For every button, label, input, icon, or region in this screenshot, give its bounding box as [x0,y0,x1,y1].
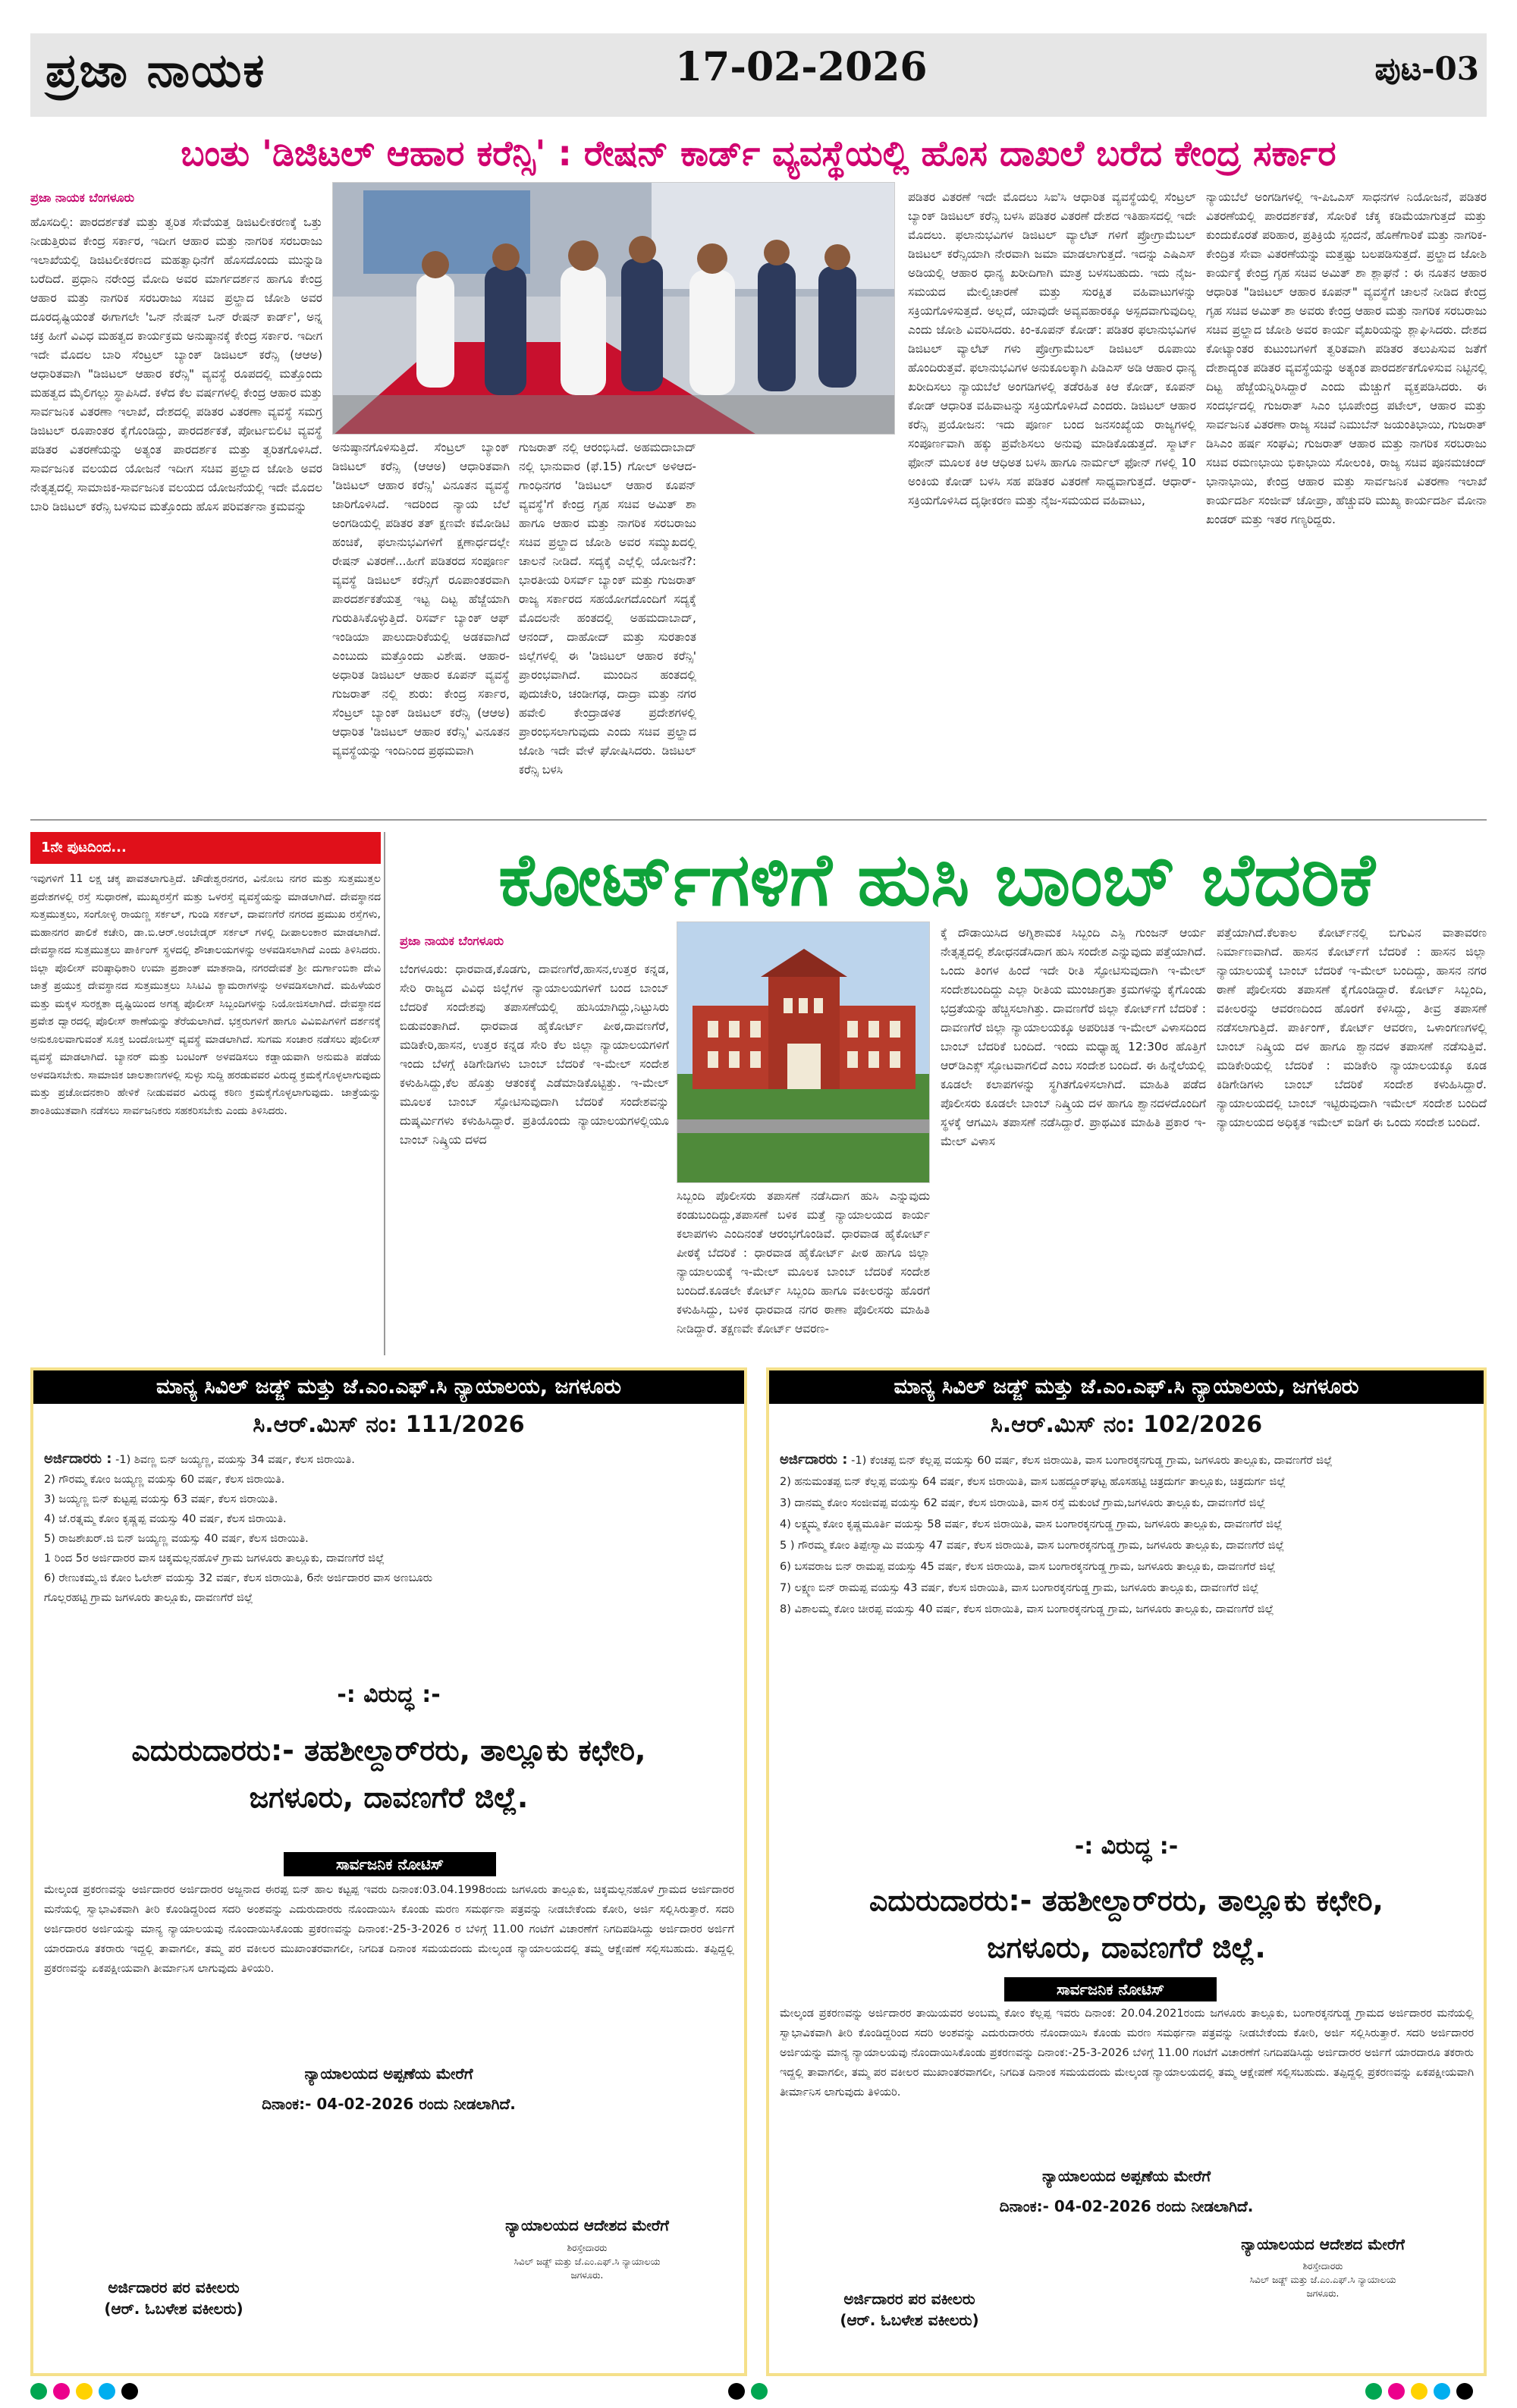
notice2-petitioner: 2) ಹನುಮಂತಪ್ಪ ಬಿನ್ ಕೆಲ್ಲಪ್ಪ ವಯಸ್ಸು 64 ವರ್ಷ, ಕೆಲಸ ಜಿರಾಯಿತಿ, ವಾಸ ಬಹದ್ದೂರ್‌ಘಟ್ಟ ಹೊಸಹಟ್ಟಿ ಚಿತ್ರದುರ್ಗ ತಾಲ್ಲೂಕು, ಚಿತ್ರದುರ್ಗ ಜಿಲ್ಲೆ [780,1476,1286,1488]
story2-col4-text: ಪತ್ತೆಯಾಗಿದೆ.ಕೆಲಕಾಲ ಕೋರ್ಟ್‌ನಲ್ಲಿ ಬಿಗುವಿನ ವಾತಾವರಣ ನಿರ್ಮಾಣವಾಗಿದೆ. ಹಾಸನ ಕೋರ್ಟ್‌ಗೆ ಬೆದರಿಕೆ : ಹಾಸನ ಜಿಲ್ಲಾ ನ್ಯಾಯಾಲಯಕ್ಕೆ ಬಾಂಬ್ ಬೆದರಿಕೆ ಇ-ಮೇಲ್ ಬಂದಿದ್ದು, ಹಾಸನ ನಗರ ಠಾಣೆ ಪೊಲೀಸರು ತಪಾಸಣೆ ಕೈಗೊಂಡಿದ್ದಾರೆ. ಕೋರ್ಟ್ ಸಿಬ್ಬಂದಿ, ವಕೀಲರನ್ನು ಆವರಣದಿಂದ ಹೊರಗೆ ಕಳಿಸಿದ್ದು, ತೀವ್ರ ತಪಾಸಣೆ ನಡೆಸಲಾಗುತ್ತಿದೆ. ಪಾರ್ಕಿಂಗ್, ಕೋರ್ಟ್ ಆವರಣ, ಒಳಾಂಗಣಗಳಲ್ಲಿ ಬಾಂಬ್ ನಿಷ್ಕ್ರಿಯ ದಳ ಹಾಗೂ ಶ್ವಾನದಳ ತಪಾಸಣೆ ನಡೆಸುತ್ತಿವೆ. ಮಡಿಕೇರಿಯಲ್ಲಿ ಬೆದರಿಕೆ : ಮಡಿಕೇರಿ ನ್ಯಾಯಾಲಯಕ್ಕೂ ಕೂಡ ಕಿಡಿಗೇಡಿಗಳು ಬಾಂಬ್ ಬೆದರಿಕೆ ಸಂದೇಶ ಕಳುಹಿಸಿದ್ದಾರೆ. ನ್ಯಾಯಾಲಯದಲ್ಲಿ ಬಾಂಬ್ ಇಟ್ಟಿರುವುದಾಗಿ ಇಮೇಲ್ ಸಂದೇಶ ಬಂದಿದೆ ನ್ಯಾಯಾಲಯದ ಅಧಿಕೃತ ಇಮೇಲ್ ಐಡಿಗೆ ಈ ಒಂದು ಸಂದೇಶ ಬಂದಿದೆ. [1217,926,1487,1129]
notice1-respondents: ಎದುರುದಾರರು:- ತಹಶೀಲ್ದಾರ್‌ರರು, ತಾಲ್ಲೂಕು ಕಛೇರಿ, ಜಗಳೂರು, ದಾವಣಗೆರೆ ಜಿಲ್ಲೆ. [131,1734,646,1814]
story1-col1-text: ಹೊಸದಿಲ್ಲಿ: ಪಾರದರ್ಶಕತೆ ಮತ್ತು ತ್ವರಿತ ಸೇವೆಯತ್ತ ಡಿಜಿಟಲೀಕರಣಕ್ಕೆ ಒತ್ತು ನೀಡುತ್ತಿರುವ ಕೇಂದ್ರ ಸರ್ಕಾರ, ಇದೀಗ ಆಹಾರ ಮತ್ತು ನಾಗರಿಕ ಸರಬರಾಜು ಇಲಾಖೆಯಲ್ಲಿ ಡಿಜಿಟಲೀಕರಣದ ಮಹತ್ವಾಧಿನೆಗೆ ಹೊಸದೊಂದು ಮುನ್ನುಡಿ ಬರೆದಿದೆ. ಪ್ರಧಾನಿ ನರೇಂದ್ರ ಮೋದಿ ಅವರ ಮಾರ್ಗದರ್ಶನ ಹಾಗೂ ಕೇಂದ್ರ ಆಹಾರ ಮತ್ತು ನಾಗರಿಕ ಸರಬರಾಜು ಸಚಿವ ಪ್ರಲ್ಹಾದ ಜೋಶಿ ಅವರ ದೂರದೃಷ್ಟಿಯಂತೆ ಈಗಾಗಲೇ 'ಒನ್ ನೇಷನ್ ಒನ್ ರೇಷನ್ ಕಾರ್ಡ್', ಅನ್ನ ಚಕ್ರ ಹೀಗೆ ವಿವಿಧ ಮಹತ್ವದ ಕಾರ್ಯಕ್ರಮ ಅನುಷ್ಠಾನಕ್ಕೆ ಕೇಂದ್ರ ಸರ್ಕಾರ. ಇದೀಗ ಇದೇ ಮೊದಲ ಬಾರಿ ಸೆಂಟ್ರಲ್ ಬ್ಯಾಂಕ್ ಡಿಜಿಟಲ್ ಕರೆನ್ಸಿ (ಆಆಅ) ಆಧಾರಿತವಾಗಿ "ಡಿಜಿಟಲ್ ಆಹಾರ ಕರೆನ್ಸಿ" ವ್ಯವಸ್ಥೆ ರೂಪದಲ್ಲಿ ಮತ್ತೊಂದು ಮಹತ್ವದ ಮೈಲಿಗಲ್ಲು ಸ್ಥಾಪಿಸಿದೆ. ಕಳೆದ ಕೆಲ ವರ್ಷಗಳಲ್ಲಿ ಕೇಂದ್ರ ಆಹಾರ ಮತ್ತು ಸಾರ್ವಜನಿಕ ವಿತರಣಾ ಇಲಾಖೆ, ದೇಶದಲ್ಲಿ ಪಡಿತರ ವಿತರಣಾ ವ್ಯವಸ್ಥೆ ಸಮಗ್ರ ಡಿಜಿಟಲ್ ರೂಪಾಂತರ ಕೈಗೊಂಡಿದ್ದು, ಪಾರದರ್ಶಕತೆ, ಪೋರ್ಟಬಿಲಿಟಿ ವ್ಯವಸ್ಥೆ ಪಡಿತರ ವಿತರಣೆಯನ್ನು ಅತ್ಯಂತ ಪಾರದರ್ಶಕ ಮತ್ತು ತ್ವರಿತಗೊಳಿಸಿದೆ. ಸಾರ್ವಜನಿಕ ವಲಯದ ಯೋಜನೆ ಇದೀಗ ಸಚಿವ ಪ್ರಲ್ಹಾದ ಜೋಶಿ ಅವರ ನೇತೃತ್ವದಲ್ಲಿ ಸಾಮಾಜಿಕ-ಸಾರ್ವಜನಿಕ ವಲಯದ ಯೋಜನೆಯಲ್ಲಿ ಇದೇ ಮೊದಲ ಬಾರಿ ಡಿಜಿಟಲ್ ಕರೆನ್ಸಿ ಬಳಸುವ ಮತ್ತೊಂದು ಹೊಸ ಪರಿವರ್ತನಾ ಕ್ರಮವನ್ನು [30,215,322,513]
notice1-clerk: ಶಿರಸ್ತೇದಾರರು [567,2243,608,2253]
masthead [30,33,1487,117]
notice2-issue-date: ದಿನಾಂಕ:- 04-02-2026 ರಂದು ನೀಡಲಾಗಿದೆ. [999,2197,1254,2215]
notice1-court-title: ಮಾನ್ಯ ಸಿವಿಲ್ ಜಡ್ಜ್ ಮತ್ತು ಜೆ.ಎಂ.ಎಫ್.ಸಿ ನ್ಯಾಯಾಲಯ, ಜಗಳೂರು [33,1370,744,1404]
column-divider [384,832,385,1355]
story2-column-1 [400,960,669,1356]
story1-column-5 [1206,188,1487,815]
registration-dot [53,2383,70,2400]
notice2-advocate-block [784,2288,1035,2331]
continued-text [30,871,381,1356]
notice2-petitioner: 3) ದಾನಮ್ಮ ಕೋಂ ಸಂಜೀವಪ್ಪ ವಯಸ್ಸು 62 ವರ್ಷ, ಕೆಲಸ ಜಿರಾಯಿತಿ, ವಾಸ ರಸ್ತೆ ಮಕುಂಟೆ ಗ್ರಾಮ,ಜಗಳೂರು ತಾಲ್ಲೂಕು, ದಾವಣಗೆರೆ ಜಿಲ್ಲೆ [780,1497,1266,1509]
notice1-advocate-block [49,2277,299,2319]
registration-dot [1365,2383,1382,2400]
notice2-petitioners-label: ಅರ್ಜಿದಾರರು : [780,1452,848,1468]
notice2-court-title: ಮಾನ್ಯ ಸಿವಿಲ್ ಜಡ್ಜ್ ಮತ್ತು ಜೆ.ಎಂ.ಎಫ್.ಸಿ ನ್ಯಾಯಾಲಯ, ಜಗಳೂರು [769,1370,1484,1404]
newspaper-title: ಪ್ರಜಾ ನಾಯಕ [46,42,266,98]
registration-dot [30,2383,47,2400]
notice2-petitioner: -1) ಕೆಂಚಪ್ಪ ಬಿನ್ ಕೆಲ್ಲಪ್ಪ ವಯಸ್ಸು 60 ವರ್ಷ, ಕೆಲಸ ಜಿರಾಯಿತಿ, ವಾಸ ಬಂಗಾರಕ್ಕನಗುಡ್ಡ ಗ್ರಾಮ, ಜಗಳೂರು ತಾಲ್ಲೂಕು, ದಾವಣಗೆರೆ ಜಿಲ್ಲೆ [851,1455,1333,1467]
ministers-walking-image [333,183,895,435]
notice2-body: ಮೇಲ್ಕಂಡ ಪ್ರಕರಣವನ್ನು ಅರ್ಜಿದಾರರ ತಾಯಿಯವರ ಅಂಬಮ್ಮ ಕೋಂ ಕೆಲ್ಲಪ್ಪ ಇವರು ದಿನಾಂಕ: 20.04.2021ರಂದು ಜಗಳೂರು ತಾಲ್ಲೂಕು, ಬಂಗಾರಕ್ಕನಗುಡ್ಡ ಗ್ರಾಮದ ಅರ್ಜಿದಾರರ ಮನೆಯಲ್ಲಿ ಸ್ವಾಭಾವಿಕವಾಗಿ ತೀರಿ ಕೊಂಡಿದ್ದರಿಂದ ಸದರಿ ಅಂಶವನ್ನು ಎದುರುದಾರರು ನೊಂದಾಯಿಸಿ ಕೊಂಡು ಮರಣ ಸಮರ್ಥನಾ ಪತ್ರವನ್ನು ನೀಡಬೇಕೆಂದು ಕೋರಿ, ಅರ್ಜಿ ಸಲ್ಲಿಸಿರುತ್ತಾರೆ. ಸದರಿ ಅರ್ಜಿದಾರರ ಅರ್ಜಿಯನ್ನು ಮಾನ್ಯ ನ್ಯಾಯಾಲಯವು ನೊಂದಾಯಿಸಿಕೊಂಡು ಪ್ರಕರಣವನ್ನು ದಿನಾಂಕ:-25-3-2026 ಬೆಳಿಗ್ಗೆ 11.00 ಗಂಟೆಗೆ ವಿಚಾರಣೆಗೆ ನಿಗದಿಪಡಿಸಿದ್ದು ಅರ್ಜಿದಾರರ ಅರ್ಜಿಗೆ ಯಾರದಾರೂ ತಕರಾರು ಇದ್ದಲ್ಲಿ ತಾವಾಗಲೀ, ತಮ್ಮ ಪರ ವಕೀಲರ ಮುಖಾಂತರವಾಗಲೀ, ನಿಗದಿತ ದಿನಾಂಕ ಸಮಯದಂದು ಮೇಲ್ಕಂಡ ನ್ಯಾಯಾಲಯದಲ್ಲಿ ತಮ್ಮ ಆಕ್ಷೇಪಣೆ ಸಲ್ಲಿಸಬಹುದು. ತಪ್ಪಿದ್ದಲ್ಲಿ ಪ್ರಕರಣವನ್ನು ಏಕಪಕ್ಷೀಯವಾಗಿ ತೀರ್ಮಾನಿಸ ಲಾಗುವುದು ತಿಳಿಯರಿ. [780,2008,1474,2099]
registration-dot [751,2383,768,2400]
story1-byline: ಪ್ರಜಾ ನಾಯಕ ಬೆಂಗಳೂರು [30,190,135,205]
story2-headline: ಕೋರ್ಟ್‌ಗಳಿಗೆ ಹುಸಿ ಬಾಂಬ್ ಬೆದರಿಕೆ [498,837,1375,922]
notice1-public-notice-label: ಸಾರ್ವಜನಿಕ ನೋಟಿಸ್ [284,1852,496,1876]
story2-col2-text: ಸಿಬ್ಬಂದಿ ಪೊಲೀಸರು ತಪಾಸಣೆ ನಡೆಸಿದಾಗ ಹುಸಿ ಎನ್ನುವುದು ಕಂಡುಬಂದಿದ್ದು,ತಪಾಸಣೆ ಬಳಿಕ ಮತ್ತೆ ನ್ಯಾಯಾಲಯದ ಕಾರ್ಯ ಕಲಾಪಗಳು ಎಂದಿನಂತೆ ಆರಂಭಗೊಂಡಿವೆ. ಧಾರವಾಡ ಹೈಕೋರ್ಟ್ ಪೀಠಕ್ಕೆ ಬೆದರಿಕೆ : ಧಾರವಾಡ ಹೈಕೋರ್ಟ್ ಪೀಠ ಹಾಗೂ ಜಿಲ್ಲಾ ನ್ಯಾಯಾಲಯಕ್ಕೆ ಇ-ಮೇಲ್ ಮೂಲಕ ಬಾಂಬ್ ಬೆದರಿಕೆ ಸಂದೇಶ ಬಂದಿದೆ.ಕೂಡಲೇ ಕೋರ್ಟ್ ಸಿಬ್ಬಂದಿ ಹಾಗೂ ವಕೀಲರನ್ನು ಹೊರಗೆ ಕಳುಹಿಸಿದ್ದು, ಬಳಿಕ ಧಾರವಾಡ ನಗರ ಠಾಣಾ ಪೊಲೀಸರು ಮಾಹಿತಿ ನೀಡಿದ್ದಾರೆ. ತಕ್ಷಣವೇ ಕೋರ್ಟ್ ಆವರಣ- [677,1189,930,1336]
court-building-image [677,922,930,1183]
notice2-court-place: ಜಗಳೂರು. [1306,2288,1340,2299]
notice2-advocate-name: (ಆರ್. ಓಬಳೇಶ ವಕೀಲರು) [840,2311,979,2329]
notice1-order: ನ್ಯಾಯಾಲಯದ ಅಪ್ಪಣೆಯ ಮೇರೆಗೆ [304,2064,473,2083]
registration-dot [99,2383,115,2400]
registration-dot [76,2383,93,2400]
notice2-petitioner: 5 ) ಗೌರಮ್ಮ ಕೋಂ ತಿಪ್ಪೇಸ್ವಾಮಿ ವಯಸ್ಸು 47 ವರ್ಷ, ಕೆಲಸ ಜಿರಾಯಿತಿ, ವಾಸ ಬಂಗಾರಕ್ಕನಗುಡ್ಡ ಗ್ರಾಮ, ಜಗಳೂರು ತಾಲ್ಲೂಕು, ದಾವಣಗೆರೆ ಜಿಲ್ಲೆ [780,1540,1285,1552]
notice2-order: ನ್ಯಾಯಾಲಯದ ಅಪ್ಪಣೆಯ ಮೇರೆಗೆ [1041,2167,1211,2185]
notice1-court-place: ಜಗಳೂರು. [570,2270,604,2281]
registration-dot [1434,2383,1450,2400]
notice1-advocate-label: ಅರ್ಜಿದಾರರ ಪರ ವಕೀಲರು [108,2278,240,2297]
notice1-clerk-block [443,2241,731,2282]
story2-column-3 [941,924,1206,1356]
story1-col2-text: ಅನುಷ್ಠಾನಗೊಳಿಸುತ್ತಿದೆ. ಸೆಂಟ್ರಲ್ ಬ್ಯಾಂಕ್ ಡಿಜಿಟಲ್ ಕರೆನ್ಸಿ (ಆಆಅ) ಆಧಾರಿತವಾಗಿ 'ಡಿಜಿಟಲ್ ಆಹಾರ ಕರೆನ್ಸಿ' ವಿನೂತನ ವ್ಯವಸ್ಥೆ ಜಾರಿಗೊಳಿಸಿದೆ. ಇದರಿಂದ ನ್ಯಾಯ ಬೆಲೆ ಅಂಗಡಿಯಲ್ಲಿ ಪಡಿತರ ತತ್ ಕ್ಷಣವೇ ಕಮೋಡಿಟಿ ಹಂಚಿಕೆ, ಫಲಾನುಭವಿಗಳಿಗೆ ಕ್ಷಣಾರ್ಧದಲ್ಲೇ ರೇಷನ್ ವಿತರಣೆ...ಹೀಗೆ ಪಡಿತರದ ಸಂಪೂರ್ಣ ವ್ಯವಸ್ಥೆ ಡಿಜಿಟಲ್ ಕರೆನ್ಸಿಗೆ ರೂಪಾಂತರವಾಗಿ ಪಾರದರ್ಶಕತೆಯತ್ತ ಇಟ್ಟ ದಿಟ್ಟ ಹೆಜ್ಜೆಯಾಗಿ ಗುರುತಿಸಿಕೊಳ್ಳುತ್ತಿದೆ. ರಿಸರ್ವ್ ಬ್ಯಾಂಕ್ ಆಫ್ ಇಂಡಿಯಾ ಪಾಲುದಾರಿಕೆಯಲ್ಲಿ ಅಡಕವಾಗಿದೆ ಎಂಬುದು ಮತ್ತೊಂದು ವಿಶೇಷ. ಆಹಾರ-ಅಧಾರಿತ ಡಿಜಿಟಲ್ ಆಹಾರ ಕೂಪನ್ ವ್ಯವಸ್ಥೆ ಗುಜರಾತ್ ನಲ್ಲಿ ಶುರು: ಕೇಂದ್ರ ಸರ್ಕಾರ, ಸೆಂಟ್ರಲ್ ಬ್ಯಾಂಕ್ ಡಿಜಿಟಲ್ ಕರೆನ್ಸಿ (ಆಆಅ) ಆಧಾರಿತ 'ಡಿಜಿಟಲ್ ಆಹಾರ ಕರೆನ್ಸಿ' ವಿನೂತನ ವ್ಯವಸ್ಥೆಯನ್ನು ಇಂದಿನಿಂದ ಪ್ರಥಮವಾಗಿ [332,441,510,758]
notice1-petitioner: 6) ರೇಣುಕಮ್ಮ.ಜಿ ಕೋಂ ಓಲೇಶ್ ವಯಸ್ಸು 32 ವರ್ಷ, ಕೆಲಸ ಜಿರಾಯಿತಿ, 6ನೇ ಅರ್ಜಿದಾರರ ವಾಸ ಅಣಬೂರು [44,1572,433,1584]
notice2-clerk-block [1179,2259,1467,2300]
notice2-petitioner: 4) ಲಕ್ಷ್ಮಮ್ಮ ಕೋಂ ಕೃಷ್ಣಮೂರ್ತಿ ವಯಸ್ಸು 58 ವರ್ಷ, ಕೆಲಸ ಜಿರಾಯಿತಿ, ವಾಸ ಬಂಗಾರಕ್ಕನಗುಡ್ಡ ಗ್ರಾಮ, ಜಗಳೂರು ತಾಲ್ಲೂಕು, ದಾವಣಗೆರೆ ಜಿಲ್ಲೆ [780,1518,1283,1531]
notice1-petitioner: 3) ಜಯ್ಯಣ್ಣ ಬಿನ್ ಕುಟ್ಟಪ್ಪ ವಯಸ್ಸು 63 ವರ್ಷ, ಕೆಲಸ ಜಿರಾಯಿತಿ. [44,1493,278,1505]
story1-col5-text: ನ್ಯಾಯಬೆಲೆ ಅಂಗಡಿಗಳಲ್ಲಿ ಇ-ಪಿಒಎಸ್ ಸಾಧನಗಳ ನಿಯೋಜನೆ, ಪಡಿತರ ವಿತರಣೆಯಲ್ಲಿ ಪಾರದರ್ಶಕತೆ, ಸೋರಿಕೆ ಚೆಕ್ಕ ಕಡಿಮೆಯಾಗುತ್ತದೆ ಮತ್ತು ಕುಂದುಕೊರತೆ ಪರಿಹಾರ, ಪ್ರತಿಕ್ರಿಯೆ ಸ್ಪಂದನೆ, ಹೊಣೆಗಾರಿಕೆ ಮತ್ತು ನಾಗರಿಕ-ಕೇಂದ್ರಿತ ಸೇವಾ ವಿತರಣೆಯನ್ನು ಮತ್ತಷ್ಟು ಬಲಪಡಿಸುತ್ತದೆ. ಪ್ರಲ್ಹಾದ ಜೋಶಿ ಕಾರ್ಯಕ್ಕೆ ಕೇಂದ್ರ ಗೃಹ ಸಚಿವ ಅಮಿತ್ ಶಾ ಶ್ಲಾಘನೆ : ಈ ನೂತನ ಆಹಾರ ಆಧಾರಿತ "ಡಿಜಿಟಲ್ ಆಹಾರ ಕೂಪನ್" ವ್ಯವಸ್ಥೆಗೆ ಚಾಲನೆ ನೀಡಿದ ಕೇಂದ್ರ ಗೃಹ ಸಚಿವ ಅಮಿತ್ ಶಾ ಅವರು ಕೇಂದ್ರ ಆಹಾರ ಮತ್ತು ನಾಗರಿಕ ಸರಬರಾಜು ಸಚಿವ ಪ್ರಲ್ಹಾದ ಜೋಶಿ ಅವರ ಕಾರ್ಯ ವೈಖರಿಯನ್ನು ಶ್ಲಾಘಿಸಿದರು. ದೇಶದ ಕೋಟ್ಯಾಂತರ ಕುಟುಂಬಗಳಿಗೆ ತ್ವರಿತವಾಗಿ ಪಡಿತರ ತಲುಪಿಸುವ ಜತೆಗೆ ದೇಶಾದ್ಯಂತ ಪಡಿತರ ವ್ಯವಸ್ಥೆಯನ್ನು ಅತ್ಯಂತ ಪಾರದರ್ಶಕಗೊಳಿಸುವ ನಿಟ್ಟಿನಲ್ಲಿ ದಿಟ್ಟ ಹೆಜ್ಜೆಯನ್ನಿರಿಸಿದ್ದಾರೆ ಎಂದು ಮೆಚ್ಚುಗೆ ವ್ಯಕ್ತಪಡಿಸಿದರು. ಈ ಸಂದರ್ಭದಲ್ಲಿ ಗುಜರಾತ್ ಸಿಎಂ ಭೂಪೇಂದ್ರ ಪಟೇಲ್, ಆಹಾರ ಮತ್ತು ಸಾರ್ವಜನಿಕ ವಿತರಣಾ ರಾಜ್ಯ ಸಚಿವೆ ನಿಮುಬೆನ್ ಜಯಂತಿಭಾಯಿ, ಗುಜರಾತ್ ಡಿಸಿಎಂ ಹರ್ಷ ಸಂಘವಿ; ಗುಜರಾತ್ ಆಹಾರ ಮತ್ತು ನಾಗರಿಕ ಸರಬರಾಜು ಸಚಿವ ರಮಣಭಾಯಿ ಭಿಕಾಭಾಯಿ ಸೋಲಂಕಿ, ರಾಜ್ಯ ಸಚಿವ ಪೂನಮಚಂದ್ ಭಾನಾಭಾಯಿ, ಕೇಂದ್ರ ಆಹಾರ ಮತ್ತು ಸಾರ್ವಜನಿಕ ವಿತರಣಾ ಇಲಾಖೆ ಕಾರ್ಯದರ್ಶಿ ಸಂಜೀವ್ ಚೋಪ್ರಾ, ಹೆಚ್ಚುವರಿ ಮುಖ್ಯ ಕಾರ್ಯದರ್ಶಿ ಮೋನಾ ಖಂಡರ್ ಮತ್ತು ಇತರ ಗಣ್ಯರಿದ್ದರು. [1206,190,1487,526]
notice1-court-small: ಸಿವಿಲ್ ಜಡ್ಜ್ ಮತ್ತು ಜೆ.ಎಂ.ಎಫ್.ಸಿ ನ್ಯಾಯಾಲಯ [514,2256,661,2267]
story1-col3-text: ಗುಜರಾತ್ ನಲ್ಲಿ ಆರಂಭಿಸಿದೆ. ಅಹಮದಾಬಾದ್ ನಲ್ಲಿ ಭಾನುವಾರ (ಫೆ.15) ಗೋಲ್ ಅಳಿಆದ-ಗಾಂಧಿನಗರ 'ಡಿಜಿಟಲ್ ಆಹಾರ ಕೂಪನ್ ವ್ಯವಸ್ಥೆ'ಗೆ ಕೇಂದ್ರ ಗೃಹ ಸಚಿವ ಅಮಿತ್ ಶಾ ಹಾಗೂ ಆಹಾರ ಮತ್ತು ನಾಗರಿಕ ಸರಬರಾಜು ಸಚಿವ ಪ್ರಲ್ಹಾದ ಜೋಶಿ ಅವರ ಸಮ್ಮುಖದಲ್ಲಿ ಚಾಲನೆ ನೀಡಿದೆ. ಸದ್ಯಕ್ಕೆ ಎಲ್ಲೆಲ್ಲಿ ಯೋಜನೆ?: ಭಾರತೀಯ ರಿಸರ್ವ್ ಬ್ಯಾಂಕ್ ಮತ್ತು ಗುಜರಾತ್ ರಾಜ್ಯ ಸರ್ಕಾರದ ಸಹಯೋಗದೊಂದಿಗೆ ಸದ್ಯಕ್ಕೆ ಮೊದಲನೇ ಹಂತದಲ್ಲಿ ಅಹಮದಾಬಾದ್, ಆನಂದ್, ದಾಹೋದ್ ಮತ್ತು ಸುರತಾಂತ ಜಿಲ್ಲೆಗಳಲ್ಲಿ ಈ 'ಡಿಜಿಟಲ್ ಆಹಾರ ಕರೆನ್ಸಿ' ಪ್ರಾರಂಭವಾಗಿದೆ. ಮುಂದಿನ ಹಂತದಲ್ಲಿ ಪುದುಚೇರಿ, ಚಂಡೀಗಢ, ದಾದ್ರಾ ಮತ್ತು ನಗರ ಹವೇಲಿ ಕೇಂದ್ರಾಡಳಿತ ಪ್ರದೇಶಗಳಲ್ಲಿ ಪ್ರಾರಂಭಿಸಲಾಗುವುದು ಎಂದು ಸಚಿವ ಪ್ರಲ್ಹಾದ ಜೋಶಿ ಇದೇ ವೇಳೆ ಘೋಷಿಸಿದರು. ಡಿಜಿಟಲ್ ಕರೆನ್ಸಿ ಬಳಸಿ [519,441,696,777]
notice2-respondents: ಎದುರುದಾರರು:- ತಹಶೀಲ್ದಾರ್‌ರರು, ತಾಲ್ಲೂಕು ಕಛೇರಿ, ಜಗಳೂರು, ದಾವಣಗೆರೆ ಜಿಲ್ಲೆ. [868,1884,1384,1964]
story1-column-4 [908,188,1196,815]
notice1-body: ಮೇಲ್ಕಂಡ ಪ್ರಕರಣವನ್ನು ಅರ್ಜಿದಾರರ ಅರ್ಜಿದಾರರ ಅಜ್ಜನಾದ ಈರಪ್ಪ ಬಿನ್ ಹಾಲ ಕಟ್ಟಪ್ಪ ಇವರು ದಿನಾಂಕ:03.04.1998ರಂದು ಜಗಳೂರು ತಾಲ್ಲೂಕು, ಚಿಕ್ಕಮಲ್ಲನಹೊಳೆ ಗ್ರಾಮದ ಅರ್ಜಿದಾರರ ಮನೆಯಲ್ಲಿ ಸ್ವಾಭಾವಿಕವಾಗಿ ತೀರಿ ಕೊಂಡಿದ್ದರಿಂದ ಸದರಿ ಅಂಶವನ್ನು ಎದುರುದಾರರು ನೊಂದಾಯಿಸಿ ಕೊಂಡು ಮರಣ ಸಮರ್ಥನಾ ಪತ್ರವನ್ನು ನೀಡಬೇಕೆಂದು ಕೋರಿ, ಅರ್ಜಿ ಸಲ್ಲಿಸಿರುತ್ತಾರೆ. ಸದರಿ ಅರ್ಜಿದಾರರ ಅರ್ಜಿಯನ್ನು ಮಾನ್ಯ ನ್ಯಾಯಾಲಯವು ನೊಂದಾಯಿಸಿಕೊಂಡು ಪ್ರಕರಣವನ್ನು ದಿನಾಂಕ:-25-3-2026 ರ ಬೆಳಿಗ್ಗೆ 11.00 ಗಂಟೆಗೆ ವಿಚಾರಣೆಗೆ ನಿಗದಿಪಡಿಸಿದ್ದು ಅರ್ಜಿದಾರರ ಅರ್ಜಿಗೆ ಯಾರದಾರೂ ತಕರಾರು ಇದ್ದಲ್ಲಿ ತಾವಾಗಲೀ, ತಮ್ಮ ಪರ ವಕೀಲರ ಮುಖಾಂತರವಾಗಲೀ, ನಿಗದಿತ ದಿನಾಂಕ ಸಮಯದಂದು ಮೇಲ್ಕಂಡ ನ್ಯಾಯಾಲಯದಲ್ಲಿ ತಮ್ಮ ಆಕ್ಷೇಪಣೆ ಸಲ್ಲಿಸಬಹುದು. ತಪ್ಪಿದ್ದಲ್ಲಿ ಪ್ರಕರಣವನ್ನು ಏಕಪಕ್ಷೀಯವಾಗಿ ತೀರ್ಮಾನಿಸ ಲಾಗುವುದು ತಿಳಿಯರಿ. [44,1884,734,1975]
notice1-case-number: ಸಿ.ಆರ್.ಮಿಸ್ ನಂ: 111/2026 [253,1411,525,1438]
story2-col3-text: ಕ್ಕೆ ದೌಡಾಯಿಸಿದ ಅಗ್ನಿಶಾಮಕ ಸಿಬ್ಬಂದಿ ಎಸ್ಪಿ ಗುಂಜನ್ ಆರ್ಯ ನೇತೃತ್ವದಲ್ಲಿ ಶೋಧನಡೆಸಿದಾಗ ಹುಸಿ ಸಂದೇಶ ಎನ್ನುವುದು ಪತ್ತೆಯಾಗಿದೆ. ಒಂದು ತಿಂಗಳ ಹಿಂದೆ ಇದೇ ರೀತಿ ಸ್ಫೋಟಿಸುವುದಾಗಿ ಇ-ಮೇಲ್ ಸಂದೇಶಬಂದಿದ್ದು ಎಲ್ಲಾ ರೀತಿಯ ಮುಂಜಾಗ್ರತಾ ಕ್ರಮಗಳನ್ನು ಕೈಗೊಂಡು ಭದ್ರತೆಯನ್ನು ಹೆಚ್ಚಿಸಲಾಗಿತ್ತು. ದಾವಣಗೆರೆ ಜಿಲ್ಲಾ ಕೋರ್ಟ್‌ಗೆ ಬೆದರಿಕೆ : ದಾವಣಗೆರೆ ಜಿಲ್ಲಾ ನ್ಯಾಯಾಲಯಕ್ಕೂ ಅಪರಿಚಿತ ಇ-ಮೇಲ್ ವಿಳಾಸದಿಂದ ಬಾಂಬ್ ಬೆದರಿಕೆ ಬಂದಿದೆ. ಇಂದು ಮಧ್ಯಾಹ್ನ 12:30ರ ಹೊತ್ತಿಗೆ ಆರ್‌ಡಿಎಕ್ಸ್ ಸ್ಫೋಟವಾಗಲಿದೆ ಎಂಬ ಸಂದೇಶ ಬಂದಿದೆ. ಈ ಹಿನ್ನೆಲೆಯಲ್ಲಿ ಕೂಡಲೇ ಕಲಾಪಗಳನ್ನು ಸ್ಥಗಿತಗೊಳಿಸಲಾಗಿದೆ. ಮಾಹಿತಿ ಪಡೆದ ಪೊಲೀಸರು ಕೂಡಲೇ ಬಾಂಬ್ ನಿಷ್ಕ್ರಿಯ ದಳ ಹಾಗೂ ಶ್ವಾನದಳದೊಂದಿಗೆ ಸ್ಥಳಕ್ಕೆ ಆಗಮಿಸಿ ತಪಾಸಣೆ ನಡೆಸಿದ್ದಾರೆ. ಪ್ರಾಥಮಿಕ ಮಾಹಿತಿ ಪ್ರಕಾರ ಇ-ಮೇಲ್ ವಿಳಾಸ [941,926,1206,1148]
notice1-petitioner-address: ಗೊಲ್ಲರಹಟ್ಟಿ ಗ್ರಾಮ ಜಗಳೂರು ತಾಲ್ಲೂಕು, ದಾವಣಗೆರೆ ಜಿಲ್ಲೆ [44,1592,253,1604]
notice1-petitioner: 5) ರಾಜಶೇಖರ್.ಜಿ ಬಿನ್ ಜಯ್ಯಣ್ಣ ವಯಸ್ಸು 40 ವರ್ಷ, ಕೆಲಸ ಜಿರಾಯಿತಿ. [44,1533,309,1545]
registration-dot [728,2383,745,2400]
notice1-issue-date: ದಿನಾಂಕ:- 04-02-2026 ರಂದು ನೀಡಲಾಗಿದೆ. [262,2095,516,2113]
registration-dot [121,2383,138,2400]
notice2-petitioner: 7) ಲಕ್ಷ್ಮಣ ಬಿನ್ ರಾಮಪ್ಪ ವಯಸ್ಸು 43 ವರ್ಷ, ಕೆಲಸ ಜಿರಾಯಿತಿ, ವಾಸ ಬಂಗಾರಕ್ಕನಗುಡ್ಡ ಗ್ರಾಮ, ಜಗಳೂರು ತಾಲ್ಲೂಕು, ದಾವಣಗೆರೆ ಜಿಲ್ಲೆ [780,1582,1259,1594]
notice1-petitioner: 2) ಗೌರಮ್ಮ ಕೋಂ ಜಯ್ಯಣ್ಣ ವಯಸ್ಸು 60 ವರ್ಷ, ಕೆಲಸ ಜಿರಾಯಿತಿ. [44,1474,285,1486]
notice1-by-court-order: ನ್ಯಾಯಾಲಯದ ಆದೇಶದ ಮೇರೆಗೆ [505,2216,669,2234]
story1-col4-text: ಪಡಿತರ ವಿತರಣೆ ಇದೇ ಮೊದಲು ಸಿಐಿಸಿ ಆಧಾರಿತ ವ್ಯವಸ್ಥೆಯಲ್ಲಿ ಸೆಂಟ್ರಲ್ ಬ್ಯಾಂಕ್ ಡಿಜಿಟಲ್ ಕರೆನ್ಸಿ ಬಳಸಿ ಪಡಿತರ ವಿತರಣೆ ದೇಶದ ಇತಿಹಾಸದಲ್ಲಿ ಇದೇ ಮೊದಲು. ಫಲಾನುಭವಿಗಳ ಡಿಜಿಟಲ್ ವ್ಯಾಲೆಟ್ ಗಳಿಗೆ ಪ್ರೋಗ್ರಾಮೆಬಲ್ ಡಿಜಿಟಲ್ ಕರೆನ್ಸಿಯಾಗಿ ನೇರವಾಗಿ ಜಮಾ ಮಾಡಲಾಗುತ್ತದೆ. ಇದನ್ನು ಎಷಿಎಸ್ ಅಡಿಯಲ್ಲಿ ಆಹಾರ ಧಾನ್ಯ ಖರೀದಿಗಾಗಿ ಮಾತ್ರ ಬಳಸಬಹುದು. ಇದು ನೈಜ-ಸಮಯದ ಮೇಲ್ವಿಚಾರಣೆ ಮತ್ತು ಸುರಕ್ಷಿತ ವಹಿವಾಟುಗಳನ್ನು ಸಕ್ರಿಯಗೊಳಿಸುತ್ತದೆ. ಅಲ್ಲದೆ, ಯಾವುದೇ ಅವ್ಯವಹಾರಕ್ಕೂ ಅಸ್ಪದವಾಗುವುದಿಲ್ಲ ಎಂದು ಜೋಶಿ ವಿವರಿಸಿದರು. ಕಿಂ-ಕೂಪನ್ ಕೋಡ್: ಪಡಿತರ ಫಲಾನುಭವಿಗಳ ಡಿಜಿಟಲ್ ವ್ಯಾಲೆಟ್ ಗಳು ಪ್ರೋಗ್ರಾಮೆಬಲ್ ಡಿಜಿಟಲ್ ರೂಪಾಯಿ ಹೊಂದಿರುತ್ತವೆ. ಫಲಾನುಭವಿಗಳ ಅನುಕೂಲಕ್ಕಾಗಿ ಪಿಡಿಎಸ್ ಅಡಿ ಆಹಾರ ಧಾನ್ಯ ಖರೀದಿಸಲು ನ್ಯಾಯಬೆಲೆ ಅಂಗಡಿಗಳಲ್ಲಿ ತಡೆರಹಿತ ಕಿಆ ಕೋಡ್, ಕೂಪನ್ ಕೋಡ್ ಆಧಾರಿತ ವಹಿವಾಟನ್ನು ಸಕ್ರಿಯಗೊಳಿಸಿದೆ ಎಂದರು. ಡಿಜಿಟಲ್ ಆಹಾರ ಕರೆನ್ಸಿ ಪ್ರಯೋಜನ: ಇದು ಪೂರ್ಣ ಬಂದ ಜನಸಂಖ್ಯೆಯ ರಾಜ್ಯಗಳಲ್ಲಿ ಸಂಪೂರ್ಣವಾಗಿ ಹಕ್ಕು ಪ್ರವೇಶಿಸಲು ಅನುವು ಮಾಡಿಕೊಡುತ್ತದೆ. ಸ್ಮಾರ್ಟ್ ಫೋನ್ ಮೂಲಕ ಕಿಆ ಆಧಿಅತ ಬಳಸಿ ಹಾಗೂ ನಾರ್ಮಲ್ ಫೋನ್ ಗಳಲ್ಲಿ 10 ಅಂಕಿಯ ಕೋಡ್ ಬಳಸಿ ಸಹ ಪಡಿತರ ವಿತರಣೆ ಸಾಧ್ಯವಾಗುತ್ತದೆ. ಆಧಾರ್-ಸಕ್ರಿಯಗೊಳಿಸಿದ ದೃಢೀಕರಣ ಮತ್ತು ನೈಜ-ಸಮಯದ ವಹಿವಾಟು, [908,190,1196,507]
story2-byline: ಪ್ರಜಾ ನಾಯಕ ಬೆಂಗಳೂರು [400,934,504,948]
story2-byline-box [400,931,669,954]
story1-column-2 [332,438,510,815]
notice2-petitioner: 6) ಬಸವರಾಜ ಬಿನ್ ರಾಮಪ್ಪ ವಯಸ್ಸು 45 ವರ್ಷ, ಕೆಲಸ ಜಿರಾಯಿತಿ, ವಾಸ ಬಂಗಾರಕ್ಕನಗುಡ್ಡ ಗ್ರಾಮ, ಜಗಳೂರು ತಾಲ್ಲೂಕು, ದಾವಣಗೆರೆ ಜಿಲ್ಲೆ [780,1561,1276,1573]
notice1-petitioner: 4) ಜೆ.ರತ್ನಮ್ಮ ಕೋಂ ಕೃಷ್ಣಪ್ಪ ವಯಸ್ಸು 40 ವರ್ಷ, ಕೆಲಸ ಜಿರಾಯಿತಿ. [44,1513,287,1525]
court-notice-2 [766,1367,1487,2376]
story1-column-3 [519,438,696,815]
registration-dot [1456,2383,1473,2400]
registration-dot [1388,2383,1405,2400]
notice2-court-small: ಸಿವಿಲ್ ಜಡ್ಜ್ ಮತ್ತು ಜೆ.ಎಂ.ಎಫ್.ಸಿ ನ್ಯಾಯಾಲಯ [1249,2275,1396,2285]
page-number: ಪುಟ-03 [1374,50,1479,87]
continued-text-body: ಇವುಗಳಿಗೆ 11 ಲಕ್ಷ ಚಕ್ಕ ಪಾವತಲಾಗುತ್ತಿದೆ. ಚೌಡೇಶ್ವರನಗರ, ವಿನೋಬ ನಗರ ಮತ್ತು ಸುತ್ತಮುತ್ತಲ ಪ್ರದೇಶಗಳಲ್ಲಿ ರಸ್ತೆ ಸುಧಾರಣೆ, ಮುಖ್ಯರಸ್ತೆಗೆ ಮತ್ತು ಒಳರಸ್ತೆ ವ್ಯವಸ್ಥೆಯನ್ನು ಮಾಡಲಾಗಿದೆ. ದೇವಸ್ಥಾನದ ಸುತ್ತಮುತ್ತಲು, ಸಂಗೋಳ್ಳಿ ರಾಯಣ್ಣ ಸರ್ಕಲ್, ಗುಂಡಿ ಸರ್ಕಲ್, ದಾವಣಗೆರೆ ನಗರದ ಪ್ರಮುಖ ರಸ್ತೆಗಳು, ಮಹಾನಗರ ಪಾಲಿಕೆ ಕಚೇರಿ, ಡಾ.ಬಿ.ಆರ್.ಅಂಬೇಡ್ಕರ್ ಸರ್ಕಲ್ ಗಳಲ್ಲಿ ದೀಪಾಲಂಕಾರ ಮಾಡಲಾಗಿದೆ. ದೇವಸ್ಥಾನದ ಸುತ್ತಮುತ್ತಲು ಪಾರ್ಕಿಂಗ್ ಸ್ಥಳದಲ್ಲಿ ಶೌಚಾಲಯಗಳನ್ನು ಅಳವಡಿಸಲಾಗಿದೆ ಎಂದು ತಿಳಿಸಿದರು. ಜಿಲ್ಲಾ ಪೊಲೀಸ್ ವರಿಷ್ಠಾಧಿಕಾರಿ ಉಮಾ ಪ್ರಶಾಂತ್ ಮಾತನಾಡಿ, ನಗರದೇವತೆ ಶ್ರೀ ದುರ್ಗಾಂಬಿಕಾ ದೇವಿ ಜಾತ್ರೆ ಪ್ರಯುಕ್ತ ದೇವಸ್ಥಾನದ ಸುತ್ತಮುತ್ತಲು ಸಿಸಿಟಿವಿ ಕ್ಯಾಮರಾಗಳನ್ನು ಅಳವಡಿಸಲಾಗಿದೆ. ಮಹಿಳೆಯರ ಮತ್ತು ಮಕ್ಕಳ ಸುರಕ್ಷತಾ ದೃಷ್ಟಿಯಿಂದ ಅಗತ್ಯ ಪೊಲೀಸ್ ಸಿಬ್ಬಂದಿಗಳನ್ನು ನಿಯೋಜಿಸಲಾಗಿದೆ. ದೇವಸ್ಥಾನದ ಪ್ರವೇಶ ದ್ವಾರದಲ್ಲಿ ಪೊಲೀಸ್ ಠಾಣೆಯನ್ನು ತೆರೆಯಲಾಗಿದೆ. ಭಕ್ತರುಗಳಿಗೆ ಹಾಗೂ ವಿವಿಐಪಿಗಳಿಗೆ ದರ್ಶನಕ್ಕೆ ಅನುಕೂಲವಾಗುವಂತೆ ಸೂಕ್ತ ಬಂದೋಬಸ್ತ್ ವ್ಯವಸ್ಥೆ ಮಾಡಲಾಗಿದೆ. ಸುಗಮ ಸಂಚಾರ ನಡೆಸಲು ಪೊಲೀಸ್ ವ್ಯವಸ್ಥೆ ಮಾಡಲಾಗಿದೆ. ಬ್ಯಾನರ್ ಮತ್ತು ಬಂಟಿಂಗ್ ಅಳವಡಿಸಲು ಕಡ್ಡಾಯವಾಗಿ ಅನುಮತಿ ಪಡೆಯ ಅಳವಡಿಸಬೇಕು. ಸಾಮಾಜಿಕ ಜಾಲತಾಣಗಳಲ್ಲಿ ಸುಳ್ಳು ಸುದ್ದಿ ಹರಡುವವರ ವಿರುದ್ಧ ಕ್ರಮಕೈಗೊಳ್ಳಲಾಗುವುದು ಮತ್ತು ಪ್ರಚೋದನಕಾರಿ ಹೇಳಿಕೆ ನೀಡುವವರ ವಿರುದ್ಧ ಕಠಿಣ ಕ್ರಮಕೈಗೊಳ್ಳಲಾಗುವುದು. ಜಾತ್ರೆಯನ್ನು ಶಾಂತಿಯುತವಾಗಿ ನಡೆಸಲು ಸಾರ್ವಜನಿಕರು ಸಹಕರಿಸಬೇಕು ಎಂದು ತಿಳಿಸಿದರು. [30,873,381,1117]
notice1-advocate-name: (ಆರ್. ಓಬಳೇಶ ವಕೀಲರು) [104,2300,243,2318]
registration-dots-center [728,2383,880,2401]
notice2-versus: -: ವಿರುದ್ಧ :- [1074,1833,1179,1860]
issue-date: 17-02-2026 [675,44,928,90]
story2-column-2 [677,1187,930,1356]
story2-photo [677,921,930,1183]
notice2-petitioner: 8) ವಿಶಾಲಮ್ಮ ಕೋಂ ಚೀರಪ್ಪ ವಯಸ್ಸು 40 ವರ್ಷ, ಕೆಲಸ ಜಿರಾಯಿತಿ, ವಾಸ ಬಂಗಾರಕ್ಕನಗುಡ್ಡ ಗ್ರಾಮ, ಜಗಳೂರು ತಾಲ್ಲೂಕು, ದಾವಣಗೆರೆ ಜಿಲ್ಲೆ [780,1603,1274,1615]
section-divider [30,819,1487,821]
registration-dots-left [30,2383,182,2401]
court-notice-1 [30,1367,747,2376]
notice1-petitioner: -1) ಶಿವಣ್ಣ ಬಿನ್ ಜಯ್ಯಣ್ಣ, ವಯಸ್ಸು 34 ವರ್ಷ, ಕೆಲಸ ಜಿರಾಯಿತಿ. [115,1454,355,1466]
registration-dots-right [1365,2383,1487,2401]
notice2-case-number: ಸಿ.ಆರ್.ಮಿಸ್ ನಂ: 102/2026 [990,1411,1263,1438]
story1-column-1 [30,188,322,815]
continued-label: 1ನೇ ಪುಟದಿಂದ... [30,832,381,864]
notice1-petitioners [44,1449,734,1608]
registration-dot [1411,2383,1427,2400]
notice2-advocate-label: ಅರ್ಜಿದಾರರ ಪರ ವಕೀಲರು [843,2290,975,2308]
notice1-petitioners-label: ಅರ್ಜಿದಾರರು : [44,1451,112,1467]
notice2-petitioners [780,1449,1474,1620]
story1-headline: ಬಂತು 'ಡಿಜಿಟಲ್ ಆಹಾರ ಕರೆನ್ಸಿ' : ರೇಷನ್ ಕಾರ್ಡ್ ವ್ಯವಸ್ಥೆಯಲ್ಲಿ ಹೊಸ ದಾಖಲೆ ಬರೆದ ಕೇಂದ್ರ ಸರ್ಕಾರ [181,133,1336,174]
notice2-by-court-order: ನ್ಯಾಯಾಲಯದ ಆದೇಶದ ಮೇರೆಗೆ [1241,2235,1405,2253]
notice2-clerk: ಶಿರಸ್ತೇದಾರರು [1302,2261,1343,2271]
notice2-public-notice-label: ಸಾರ್ವಜನಿಕ ನೋಟಿಸ್ [1004,1977,1217,2001]
story2-col1-text: ಬೆಂಗಳೂರು: ಧಾರವಾಡ,ಕೊಡಗು, ದಾವಣಗೆರೆ,ಹಾಸನ,ಉತ್ತರ ಕನ್ನಡ, ಸೇರಿ ರಾಜ್ಯದ ವಿವಿಧ ಜಿಲ್ಲೆಗಳ ನ್ಯಾಯಾಲಯಗಳಿಗೆ ಬಂದ ಬಾಂಬ್ ಬೆದರಿಕೆ ಸಂದೇಶವು ತಪಾಸಣೆಯಲ್ಲಿ ಹುಸಿಯಾಗಿದ್ದು,ನಿಟ್ಟುಸಿರು ಬಿಡುವಂತಾಗಿದೆ. ಧಾರವಾಡ ಹೈಕೋರ್ಟ್ ಪೀಠ,ದಾವಣಗೆರೆ, ಮಡಿಕೇರಿ,ಹಾಸನ, ಉತ್ತರ ಕನ್ನಡ ಸೇರಿ ಕೆಲ ಜಿಲ್ಲಾ ನ್ಯಾಯಾಲಯಗಳಿಗೆ ಇಂದು ಬೆಳಗ್ಗೆ ಕಿಡಿಗೇಡಿಗಳು ಬಾಂಬ್ ಬೆದರಿಕೆ ಇ-ಮೇಲ್ ಸಂದೇಶ ಕಳುಹಿಸಿದ್ದು,ಕೆಲ ಹೊತ್ತು ಆತಂಕಕ್ಕೆ ಎಡೆಮಾಡಿಕೊಟ್ಟಿತ್ತು. ಇ-ಮೇಲ್ ಮೂಲಕ ಬಾಂಬ್ ಸ್ಫೋಟಿಸುವುದಾಗಿ ಬೆದರಿಕೆ ಸಂದೇಶವನ್ನು ದುಷ್ಕರ್ಮಿಗಳು ಕಳುಹಿಸಿದ್ದಾರೆ. ಪ್ರತಿಯೊಂದು ನ್ಯಾಯಾಲಯಗಳಲ್ಲಿಯೂ ಬಾಂಬ್ ನಿಷ್ಕ್ರಿಯ ದಳದ [400,962,669,1147]
notice1-petitioner-address: 1 ರಿಂದ 5ರ ಅರ್ಜಿದಾರರ ವಾಸ ಚಿಕ್ಕಮಲ್ಲನಹೊಳೆ ಗ್ರಾಮ ಜಗಳೂರು ತಾಲ್ಲೂಕು, ದಾವಣಗೆರೆ ಜಿಲ್ಲೆ [44,1552,385,1565]
story2-column-4 [1217,924,1487,1356]
story1-photo [332,182,895,435]
notice1-versus: -: ವಿರುದ್ಧ :- [337,1681,441,1708]
